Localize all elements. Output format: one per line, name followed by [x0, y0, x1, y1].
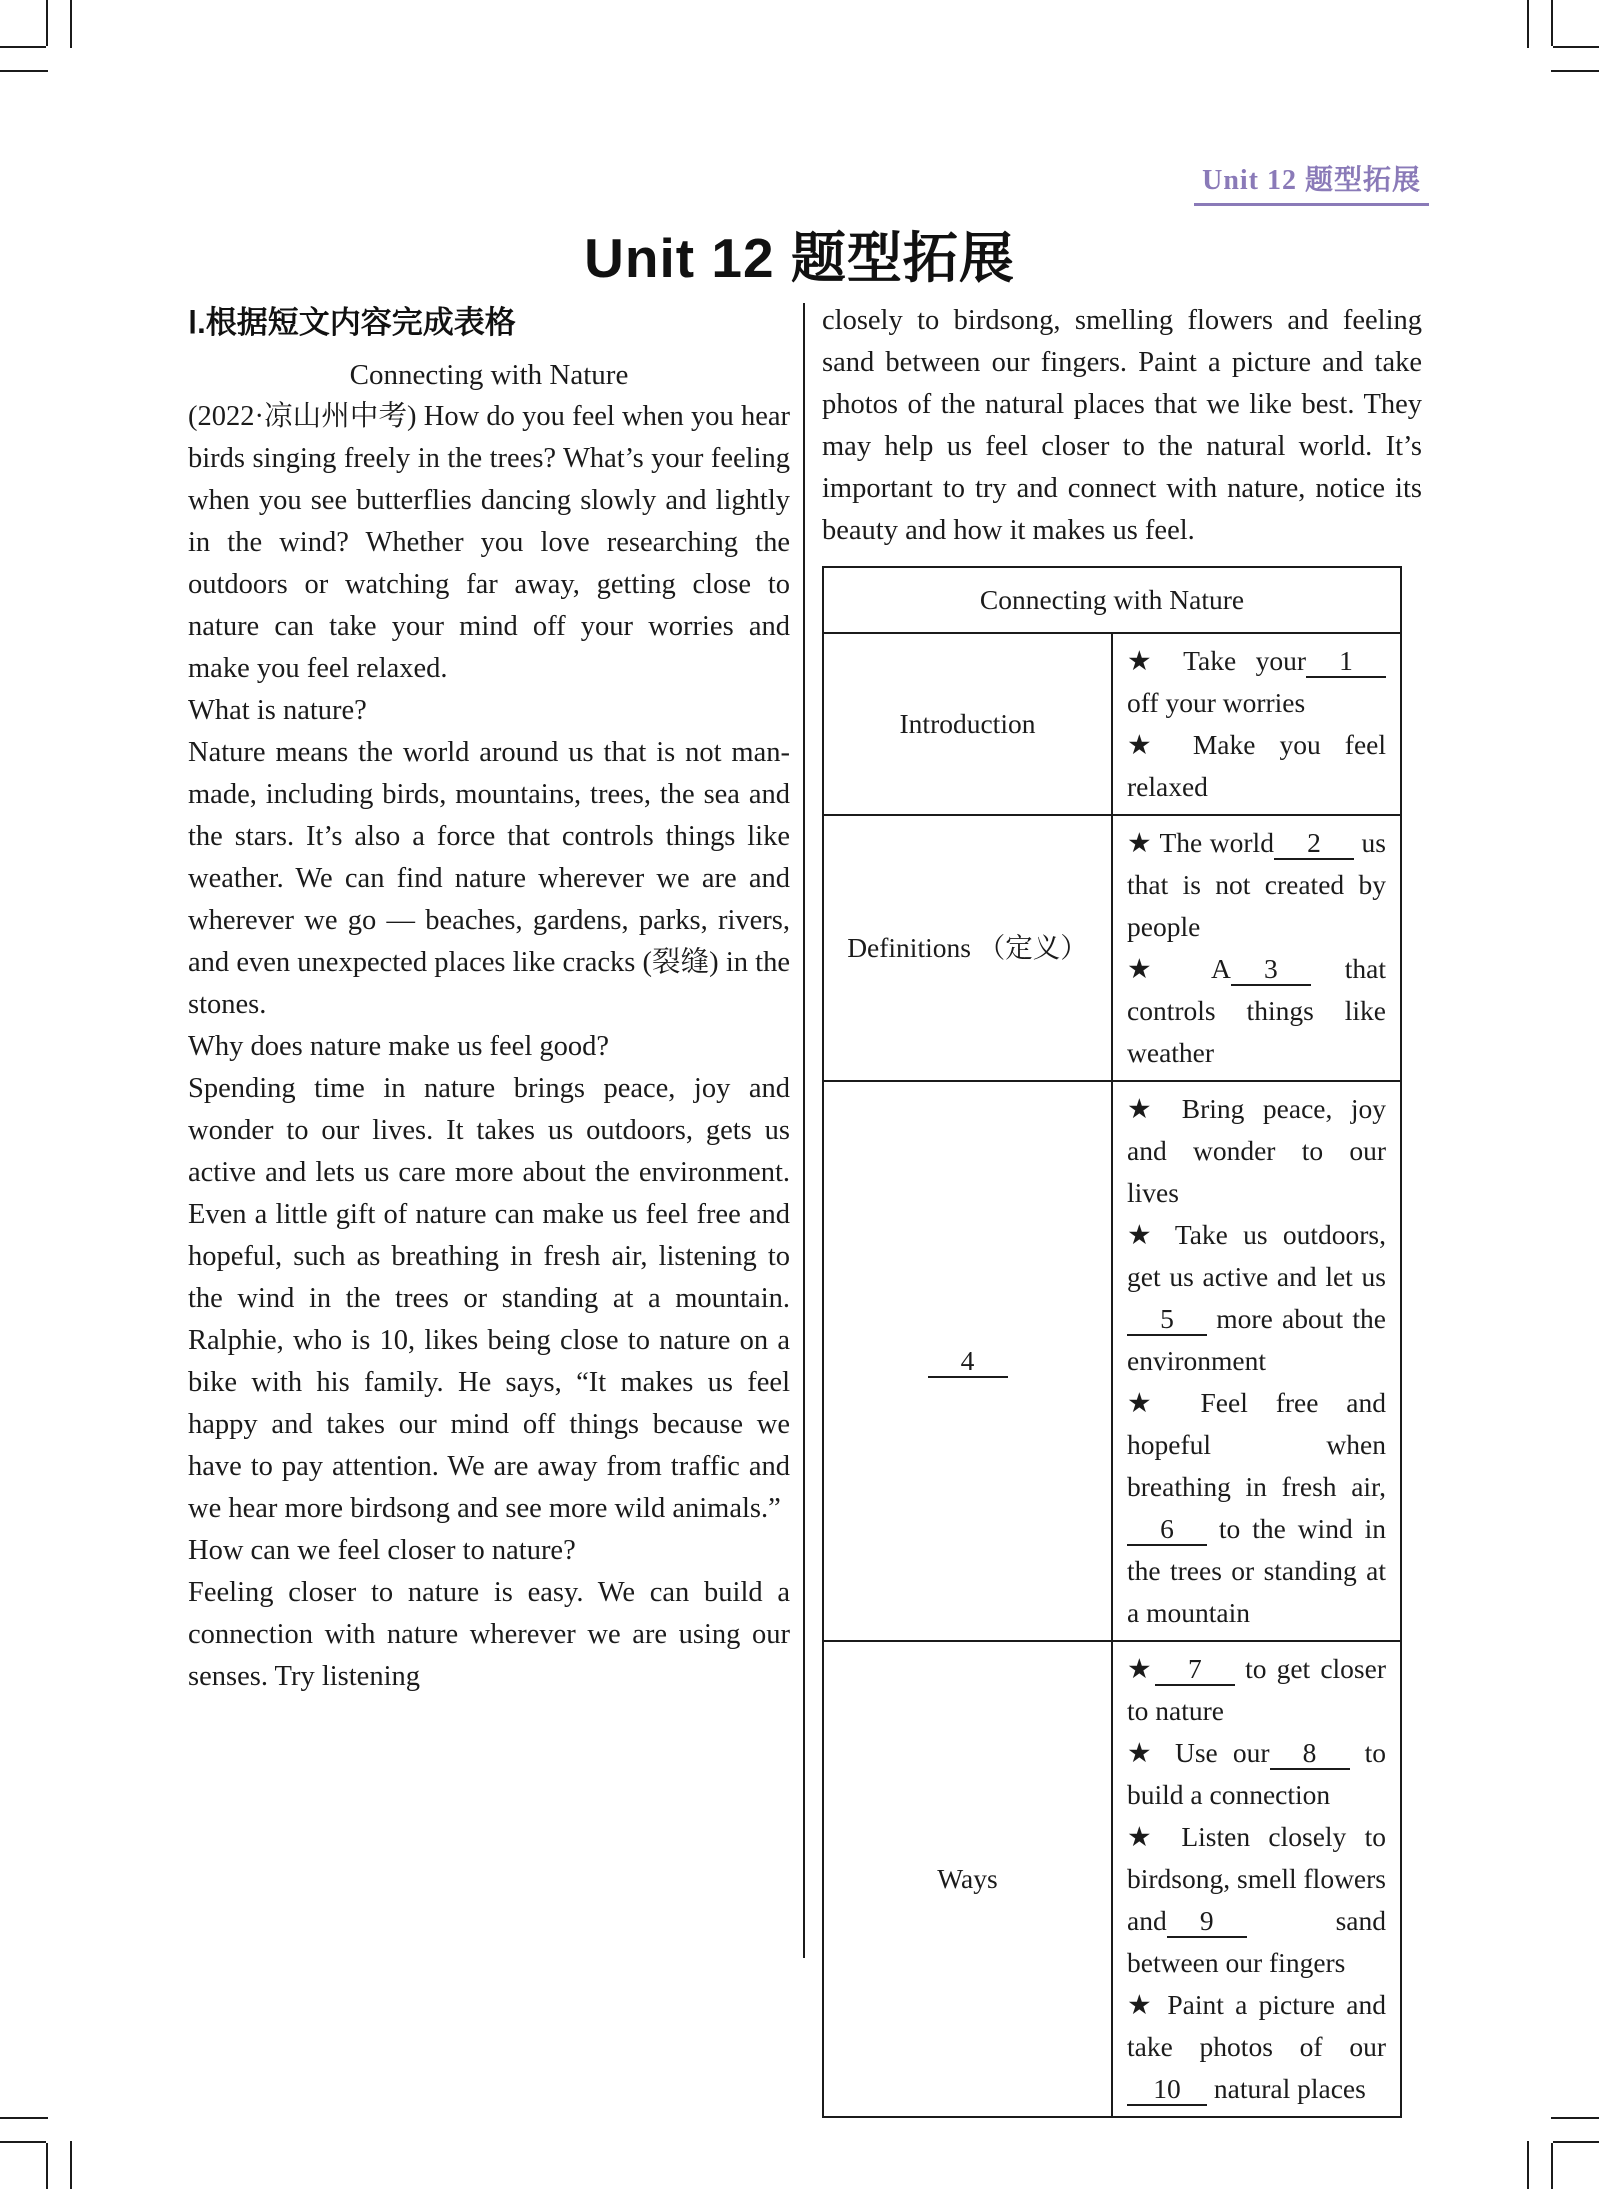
star-item: ★ Make you feel relaxed	[1127, 729, 1386, 802]
passage-paragraph: Feeling closer to nature is easy. We can build a connection with nature wherever we are using our senses. Try listening	[188, 1577, 790, 1692]
column-divider	[803, 303, 805, 1958]
fill-in-blank-4: 4	[928, 1346, 1008, 1378]
star-item: ★ Take us outdoors, get us active and let us5 more about the environment	[1127, 1219, 1386, 1376]
passage-subheading: How can we feel closer to nature?	[188, 1535, 576, 1566]
row-items-benefits	[1112, 1081, 1401, 1641]
row-label-blank-4	[823, 1081, 1112, 1641]
fill-in-blank-5: 5	[1127, 1304, 1207, 1336]
passage-paragraph: Spending time in nature brings peace, joy and wonder to our lives. It takes us outdoors, gets us active and lets us care more about the environment. Even a little gift of nature can make us feel free and hopeful, such as breathing in fresh air, listening to the wind in the trees or standing at a mountain. Ralphie, who is 10, likes being close to nature on a bike with his family. He says, “It makes us feel happy and takes our mind off things because we have to pay attention. We are away from traffic and we hear more birdsong and see more wild animals.”	[188, 1073, 790, 1524]
fill-in-blank-10: 10	[1127, 2074, 1207, 2106]
fill-in-blank-1: 1	[1306, 646, 1386, 678]
row-items-introduction	[1112, 633, 1401, 815]
section-heading: Ⅰ.根据短文内容完成表格	[188, 305, 516, 340]
star-item: ★ Feel free and hopeful when breathing in fresh air,6 to the wind in the trees or standing at a mountain	[1127, 1387, 1386, 1628]
fill-in-blank-2: 2	[1274, 828, 1354, 860]
fill-in-blank-7: 7	[1155, 1654, 1235, 1686]
fill-in-blank-8: 8	[1270, 1738, 1350, 1770]
running-header: Unit 12 题型拓展	[1194, 158, 1429, 206]
table-title: Connecting with Nature	[823, 567, 1401, 633]
passage-paragraph: closely to birdsong, smelling flowers and feeling sand between our fingers. Paint a picture and take photos of the natural places that we like best. They may help us feel closer to the natural world. It’s important to try and connect with nature, notice its beauty and how it makes us feel.	[822, 305, 1422, 546]
star-item: ★ A 3 that controls things like weather	[1127, 953, 1386, 1068]
passage-column-right	[822, 300, 1422, 2118]
row-label-ways: Ways	[823, 1641, 1112, 2117]
completion-table	[822, 566, 1402, 2118]
star-item: ★ The world 2 us that is not created by people	[1127, 827, 1386, 942]
passage-column-left	[188, 300, 790, 1698]
star-item: ★ 7 to get closer to nature	[1127, 1653, 1386, 1726]
fill-in-blank-3: 3	[1231, 954, 1311, 986]
star-item: ★ Listen closely to birdsong, smell flowers and 9 sand between our fingers	[1127, 1821, 1386, 1978]
row-items-ways	[1112, 1641, 1401, 2117]
passage-paragraph: Nature means the world around us that is not man-made, including birds, mountains, trees, the sea and the stars. It’s also a force that controls things like weather. We can find nature wherever we are and wherever we go — beaches, gardens, parks, rivers, and even unexpected places like cracks (裂缝) in the stones.	[188, 737, 790, 1020]
passage-title: Connecting with Nature	[349, 359, 629, 391]
star-item: ★ Bring peace, joy and wonder to our lives	[1127, 1093, 1386, 1208]
row-label-definitions: Definitions （定义）	[823, 815, 1112, 1081]
row-label-introduction: Introduction	[823, 633, 1112, 815]
page-title: Unit 12 题型拓展	[584, 227, 1015, 289]
passage-subheading: What is nature?	[188, 695, 367, 726]
fill-in-blank-9: 9	[1167, 1906, 1247, 1938]
fill-in-blank-6: 6	[1127, 1514, 1207, 1546]
passage-paragraph: (2022·凉山州中考) How do you feel when you hear birds singing freely in the trees? What’s your feeling when you see butterflies dancing slowly and lightly in the wind? Whether you love researching the outdoors or watching far away, getting close to nature can take your mind off your worries and make you feel relaxed.	[188, 401, 790, 684]
star-item: ★ Take your 1 off your worries	[1127, 640, 1386, 724]
star-item: ★ Use our 8 to build a connection	[1127, 1737, 1386, 1810]
star-item: ★ Paint a picture and take photos of our10 natural places	[1127, 1989, 1386, 2104]
row-items-definitions	[1112, 815, 1401, 1081]
passage-subheading: Why does nature make us feel good?	[188, 1031, 610, 1062]
